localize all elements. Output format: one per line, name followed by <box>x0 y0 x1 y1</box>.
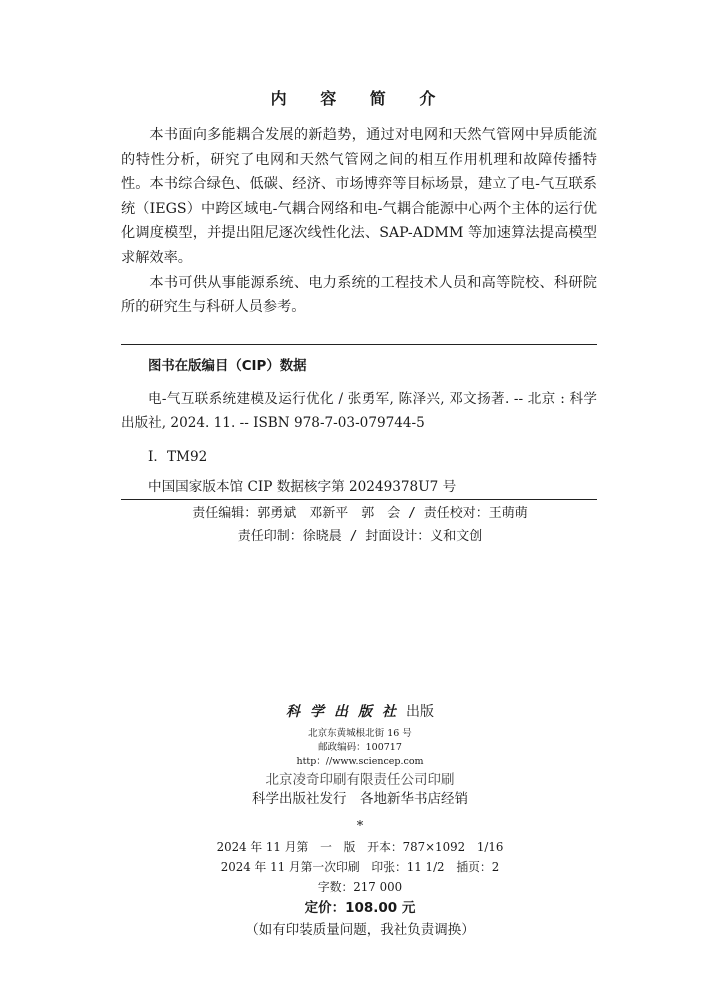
separator-star: * <box>356 819 364 834</box>
publisher-section <box>0 701 720 941</box>
publisher-name <box>0 701 720 721</box>
price: 定价：108.00 元 <box>304 900 416 916</box>
cip-classification: Ⅰ．TM92 <box>148 449 208 465</box>
cip-block <box>121 344 597 500</box>
publisher-logo: 科学出版社 <box>286 704 406 720</box>
edition-line: 2024 年 11 月第 一 版 开本：787×1092 1/16 <box>216 840 504 854</box>
credits-line-printing: 责任印制：徐晓晨 / 封面设计：义和文创 <box>237 529 483 544</box>
credits-section <box>0 502 720 548</box>
credits-line-editors: 责任编辑：郭勇斌 邓新平 郭 会 / 责任校对：王萌萌 <box>192 506 528 521</box>
distribution-line: 科学出版社发行 各地新华书店经销 <box>252 791 468 807</box>
printer-line: 北京凌奇印刷有限责任公司印刷 <box>265 772 455 788</box>
publisher-suffix: 出版 <box>406 704 434 720</box>
publisher-website: http：//www.sciencep.com <box>296 756 424 767</box>
cip-data-number: 中国国家版本馆 CIP 数据核字第 20249378U7 号 <box>148 479 457 495</box>
summary-section <box>121 123 597 320</box>
printing-line: 2024 年 11 月第一次印刷 印张：11 1/2 插页：2 <box>220 860 500 874</box>
summary-title: 内 容 简 介 <box>270 89 450 108</box>
summary-paragraph-2: 本书可供从事能源系统、电力系统的工程技术人员和高等院校、科研院所的研究生与科研人员参考。 <box>121 274 597 316</box>
publisher-address: 北京东黄城根北街 16 号 <box>308 728 412 739</box>
summary-paragraph-1: 本书面向多能耦合发展的新趋势，通过对电网和天然气管网中异质能流的特性分析，研究了电网和天然气管网之间的相互作用机理和故障传播特性。本书综合绿色、低碳、经济、市场博弈等目标场景，建立了电-气互联系统（IEGS）中跨区域电-气耦合网络和电-气耦合能源中心两个主体的运行优化调度模型，并提出阻尼逐次线性化法、SAP-ADMM 等加速算法提高模型求解效率。 <box>121 127 597 266</box>
word-count: 字数：217 000 <box>317 880 403 894</box>
cip-entry: 电-气互联系统建模及运行优化 / 张勇军, 陈泽兴, 邓文扬著. -- 北京 : 科学出版社, 2024. 11. -- ISBN 978-7-03-079744-5 <box>121 391 597 431</box>
cip-title: 图书在版编目（CIP）数据 <box>148 359 307 374</box>
quality-note: （如有印装质量问题，我社负责调换） <box>245 922 475 938</box>
publisher-postcode: 邮政编码：100717 <box>318 742 402 753</box>
